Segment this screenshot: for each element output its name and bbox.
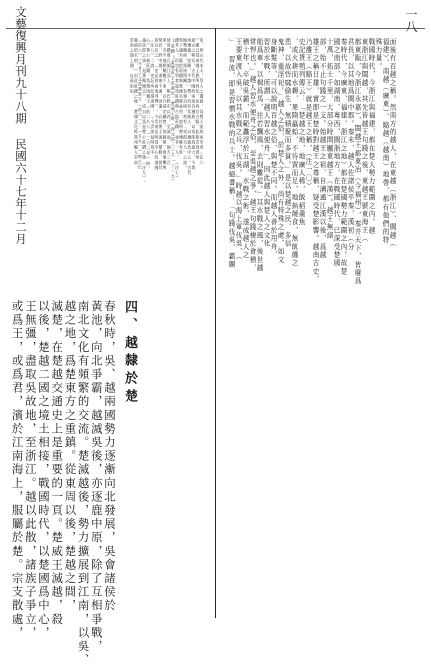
right-column-24: 」 習流，即是習慣水戰的兵士。越絕書稱：「句踐伐吳，霸關	[227, 38, 235, 269]
left-column-1: 家，仰古代宋人，蔡人之遺裔，爲楚人流放而至者（注六	[200, 38, 205, 166]
page-number: 一八	[404, 8, 418, 33]
section-column-2: 黃池，向北爭霸，越滅吳後，亦逐鹿中原，除了互相爭戰，	[89, 300, 104, 654]
left-column-11: 楚巴、黔中郡，道塞不通，因還，以其衆王滇，變服，從其	[159, 38, 164, 171]
left-column-9: 使莊蹻將兵循江而上，略巴黔中以西，至滇池，地方三百	[167, 38, 173, 166]
right-column-12: 雄王之稱日雄，實即是楚時對越王之尊稱，疑受楚影響。越南古史，	[311, 38, 319, 284]
running-header: 文藝復興月刊九十八期 民國六十七年十二月	[14, 6, 28, 245]
left-column-18: 雲南之通上國，自茲始也。	[130, 38, 136, 100]
section-column-6: 以後，楚越二國之境土相接，戰國時代，以楚國爲中心，	[37, 300, 51, 640]
left-column-17: 滕滇的名相，）由此莊蹻之後，楚國文化經貴州輸入雲南，	[134, 38, 140, 171]
right-column-6: 都東甌，今浙江永嘉），閩越王都東冶（今福州），秦并天下，皆廢爲	[353, 38, 361, 286]
left-column-15: 滅夜郎之事。見華陽國志），成自以爲是楚公莊蹻之後（注九）。	[142, 38, 148, 186]
left-column-16: （註八）（今甘子文爲楚莊王（前六一三—五九一）時公正	[138, 38, 144, 170]
right-column-19: 習於水戰，所謂「越人習水便舟」，因此越人與楚人之文化	[262, 38, 270, 248]
section-heading: 四、越隸於楚	[122, 300, 137, 407]
right-column-14: 史記貨殖列傳云：「楚越之地，地廣人稀，飯稻羹魚	[297, 38, 305, 227]
left-column-5: 地勢關係，需接閉關，負嶺自固，故有「夜郎自大」之說。	[183, 38, 189, 171]
section-column-8: 或爲王，或爲君，濱於江南海上，服屬於楚。宗支散處，	[10, 300, 25, 640]
left-column-3: 最古之移民，古代中國西南部各邊族，以夜郎爲最大。今貴	[191, 38, 197, 171]
right-column-15: ，或火耕而水耨，果隋蠃蛤，不待賈而足，地埶饒食，無飢饉之	[290, 38, 298, 268]
left-column-14: 心）楚公族莊蹻，爲楚頃襄王（前二九八—二六三年）時，	[146, 38, 152, 172]
section-column-1: 春秋時，吳、越兩國勢力逐漸向北發展，吳會諸侯於	[103, 300, 117, 613]
right-column-22: 稽十年，卒破吳霸，而範蠡浮於五湖，水戰之術，遂成越人之	[241, 38, 249, 260]
left-column-4: 州遵義，安順，平越一帶，均有其族人，以遵義爲中心。古代	[187, 38, 193, 176]
right-column-17: 鬼神，重淫祀。」越人之俗，於楚人之外，尚有特殊之處，如文	[276, 38, 284, 265]
left-column-2: ）雖已爲周國土族所同化，而尚存古服，此紫雲爲貴州	[195, 38, 201, 161]
column-divider	[215, 28, 216, 618]
section-column-3: 南北文化有頻繁的交流。楚滅越後，勢力擴展到江南，以吳、	[76, 300, 91, 667]
right-column-10: 十萬，拓土千里，大部分時間屬東越王（漢）。越王無諸	[325, 38, 333, 240]
right-column-3: 殊力量。	[374, 38, 382, 71]
section-column-5: 滅楚，在楚越交通史上是重要的一頁。楚威王滅越，殺	[50, 300, 65, 627]
right-column-1: 面後有百越之稱。然南方的越人，在東越（浙江）、閩越（	[388, 38, 396, 248]
left-column-12: 俗以長之。（史記西南夷列傳）。今雲南昆明爲中心的滇國，	[154, 38, 160, 176]
right-column-8: 秦時代，今廣東、福建、浙江之地）都在楚國勢力範圍之內。故楚	[339, 38, 347, 276]
right-column-9: 國之南部，如湖南、粵西、閩浙地方，在戰國時代，已深受楚國	[332, 38, 340, 268]
right-column-4: 戰國時代，今浙江與福建，都在楚人勢力範圍之內。越	[367, 38, 375, 235]
right-column-13: 乃雒王（駱王）就是越王之稱。（注一〇）	[304, 38, 312, 191]
section-column-7: 王無彊，盡取吳故地，至浙江。越以此散，諸族子爭立，	[23, 300, 38, 640]
left-column-7: 蹻其人。但也有學者認爲莊蹻與古盜莊蹻，並非一人。（注七）	[175, 38, 181, 181]
left-column-8: [莊蹻]蓋楚莊王苗裔也。楚威王時（西元前三三九—三二九）	[171, 38, 177, 185]
left-column-6: 荀子議兵篇把莊蹻與楚國名將並列，說明楚國確有莊	[179, 38, 185, 156]
right-column-11: 部，始不止句踐之一支。始越王之祖，自溝通江漢以後，爲越	[318, 38, 326, 260]
right-column-2: 福建）、南越（廣東）、駱越（越南）地帶，都有他們的特	[381, 38, 389, 245]
right-column-23: 王要東渡入吳，以其水戰之兵，伐吳。」時越以海上軍伐吳，（	[234, 38, 242, 261]
left-column-13: （注八）二說，史記所記謂滇國，（今雲南昆明爲中	[150, 38, 156, 156]
left-column-10: 里，旁平地肥饒數千里，以兵威定屬楚。欲歸報，會秦擊奪	[163, 38, 169, 171]
right-column-21: 常悍也。」越人習水便舟之俗，至吳越之爭，越王句踐棲於會稽，	[248, 38, 256, 273]
right-column-18: 身斷髮等，可以說明百越之俗，與楚不同。而越人善於用舟，	[269, 38, 277, 260]
right-column-7: 君長，以其地爲閩中郡。秦末，越人佐諸侯平秦，漢初（分	[346, 38, 354, 252]
right-column-20: 船爲車，以楫爲馬，往若飄風，去則難從。」其水戰之風，後世越	[255, 38, 263, 273]
right-column-16: 患，以故呰窳偷生，無積聚而多貧。」是以楚越之民，多信	[283, 38, 291, 248]
section-column-4: 越之地，爲楚東方之重鎮。從東周以後，楚越之間，	[63, 300, 78, 613]
right-column-5: 東浙江與閩越，其先皆越王句踐之後，東越王號東海王（	[360, 38, 368, 243]
